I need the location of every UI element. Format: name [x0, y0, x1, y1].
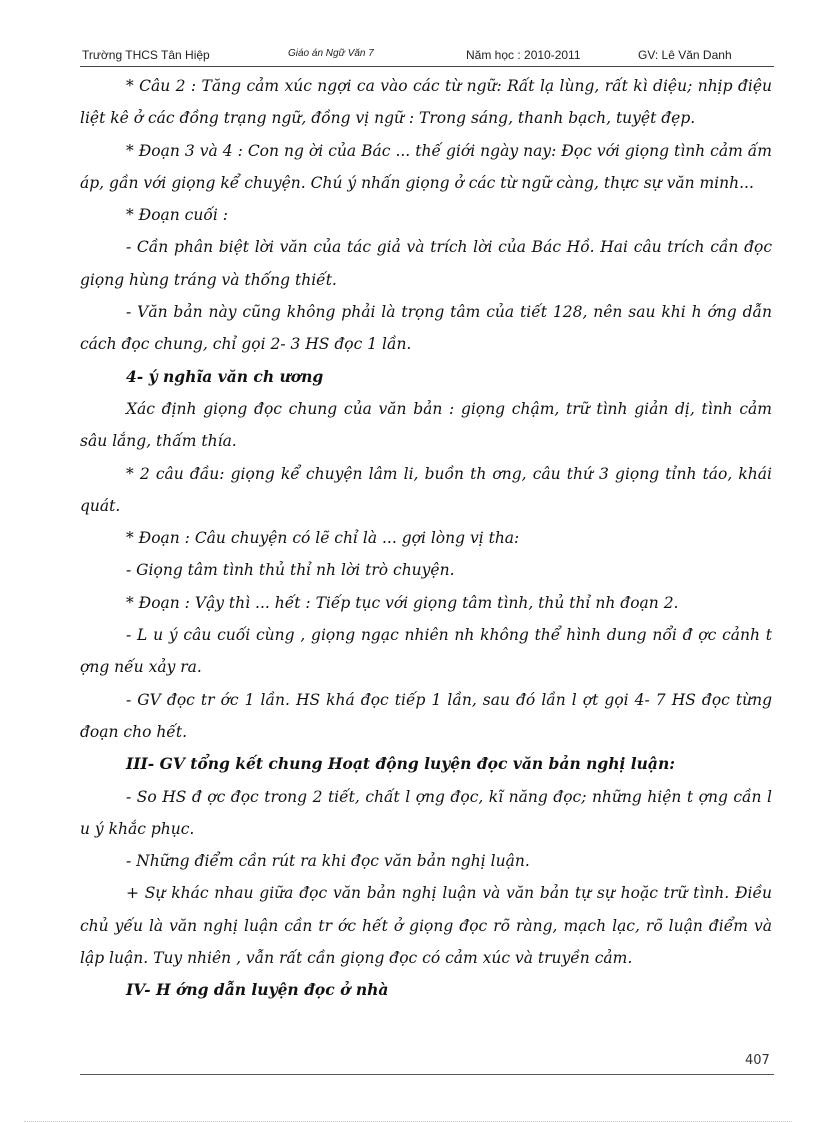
paragraph: - GV đọc tr ớc 1 lần. HS khá đọc tiếp 1 lần, sau đó lần l ợt gọi 4- 7 HS đọc từng đoạn cho hết. [80, 690, 772, 741]
paragraph: - So HS đ ợc đọc trong 2 tiết, chất l ợng đọc, kĩ năng đọc; những hiện t ợng cần l u ý khắc phục. [80, 787, 772, 838]
paragraph: - Văn bản này cũng không phải là trọng tâm của tiết 128, nên sau khi h ớng dẫn cách đọc chung, chỉ gọi 2- 3 HS đọc 1 lần. [80, 303, 772, 354]
paragraph: * Đoạn cuối : [126, 206, 228, 225]
page-header [82, 48, 772, 66]
paragraph: + Sự khác nhau giữa đọc văn bản nghị luận và văn bản tự sự hoặc trữ tình. Điều chủ yếu là văn nghị luận cần tr ớc hết ở giọng đọc rõ ràng, mạch lạc, rõ luận điểm và lập luận. Tuy nhiên , vẫn rất cần giọng đọc có cảm xúc và truyền cảm. [80, 884, 772, 968]
paragraph: - Những điểm cần rút ra khi đọc văn bản nghị luận. [126, 852, 530, 871]
paragraph: - L u ý câu cuối cùng , giọng ngạc nhiên nh không thể hình dung nổi đ ợc cảnh t ợng nếu xảy ra. [80, 626, 772, 677]
teacher-name: GV: Lê Văn Danh [638, 48, 732, 62]
header-divider [80, 66, 774, 67]
paragraph: * 2 câu đầu: giọng kể chuyện lâm li, buồn th ơng, câu thứ 3 giọng tỉnh táo, khái quát. [80, 464, 772, 515]
section-heading: 4- ý nghĩa văn ch ương [126, 366, 324, 386]
section-heading: III- GV tổng kết chung Hoạt động luyện đọc văn bản nghị luận: [126, 754, 675, 774]
paragraph: - Cần phân biệt lời văn của tác giả và trích lời của Bác Hồ. Hai câu trích cần đọc giọng hùng tráng và thống thiết. [80, 238, 772, 289]
page-edge [24, 1121, 792, 1122]
paragraph: - Giọng tâm tình thủ thỉ nh lời trò chuyện. [126, 561, 455, 580]
paragraph: * Đoạn : Vậy thì ... hết : Tiếp tục với giọng tâm tình, thủ thỉ nh đoạn 2. [126, 593, 679, 612]
page-number: 407 [745, 1053, 770, 1068]
paragraph: * Câu 2 : Tăng cảm xúc ngợi ca vào các từ ngữ: Rất lạ lùng, rất kì diệu; nhịp điệu liệt kê ở các đồng trạng ngữ, đồng vị ngữ : Trong sáng, thanh bạch, tuyệt đẹp. [80, 77, 772, 128]
paragraph: Xác định giọng đọc chung của văn bản : giọng chậm, trữ tình giản dị, tình cảm sâu lắng, thấm thía. [80, 399, 772, 451]
footer-divider [80, 1074, 774, 1075]
document-body [80, 70, 772, 1007]
lesson-plan-title: Giáo án Ngữ Văn 7 [288, 48, 374, 59]
paragraph: * Đoạn : Câu chuyện có lẽ chỉ là ... gợi lòng vị tha: [126, 529, 520, 548]
paragraph: * Đoạn 3 và 4 : Con ng ời của Bác ... thế giới ngày nay: Đọc với giọng tình cảm ấm áp, gần với giọng kể chuyện. Chú ý nhấn giọng ở các từ ngữ càng, thực sự văn minh... [80, 141, 772, 192]
section-heading: IV- H ớng dẫn luyện đọc ở nhà [126, 980, 389, 1000]
school-name: Trường THCS Tân Hiệp [82, 48, 210, 62]
school-year: Năm học : 2010-2011 [466, 48, 581, 62]
